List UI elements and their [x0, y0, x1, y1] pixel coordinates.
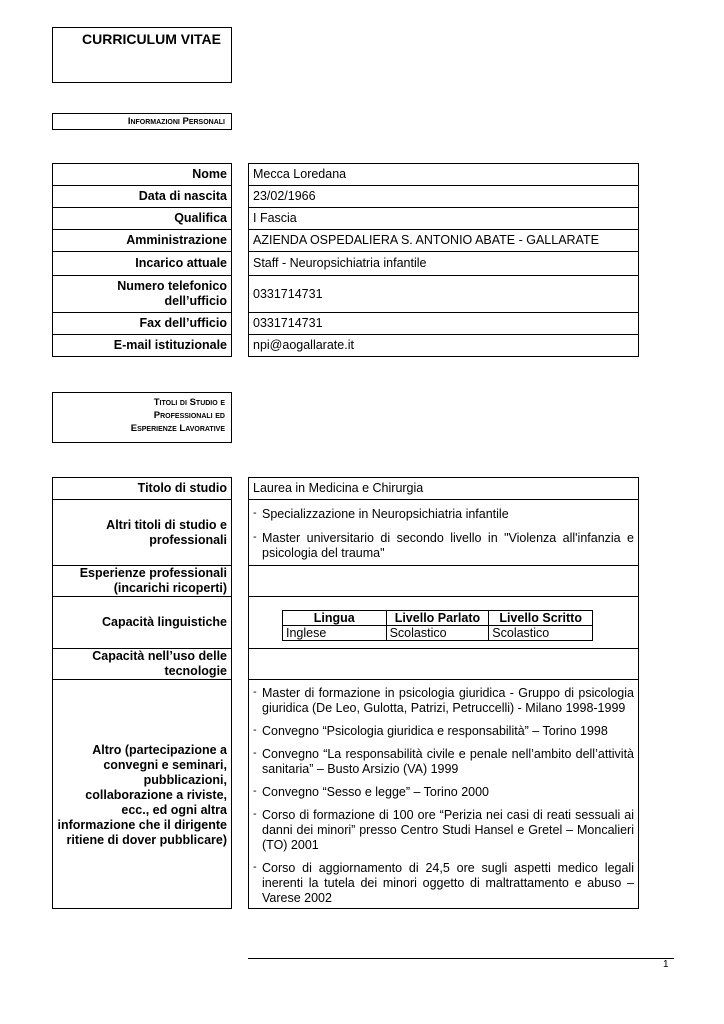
label-telefono: Numero telefonico dell’ufficio: [53, 276, 232, 313]
lang-header-scritto: Livello Scritto: [489, 611, 593, 626]
list-item: - Master di formazione in psicologia giuridica - Gruppo di psicologia giuridica (De Leo, Gulotta, Patrizi, Petruccelli) - Milano 1998-1999: [253, 686, 634, 715]
value-amministrazione: AZIENDA OSPEDALIERA S. ANTONIO ABATE - GALLARATE: [249, 230, 639, 252]
education-table: [52, 477, 639, 909]
value-esperienze: [249, 566, 639, 597]
lang-header-lingua: Lingua: [283, 611, 387, 626]
list-item: - Corso di formazione di 100 ore “Perizia nei casi di reati sessuali ai danni dei minori” presso Centro Studi Hansel e Gretel – Moncalieri (TO) 2001: [253, 808, 634, 852]
section-titoli-line2: Professionali ed: [153, 410, 225, 421]
label-titolo-studio: Titolo di studio: [53, 478, 232, 500]
label-altro: Altro (partecipazione a convegni e seminari, pubblicazioni, collaborazione a riviste, ecc., ed ogni altra informazione che il dirigente ritiene di dover pubblicare): [53, 680, 232, 909]
label-tecnologie: Capacità nell’uso delle tecnologie: [53, 649, 232, 680]
label-altri-titoli: Altri titoli di studio e professionali: [53, 500, 232, 566]
language-table: [282, 610, 593, 641]
list-item: - Corso di aggiornamento di 24,5 ore sugli aspetti medico legali inerenti la tutela dei minori oggetto di maltrattamento e abuso – Varese 2002: [253, 861, 634, 905]
section-header-titoli: [52, 392, 232, 443]
label-amministrazione: Amministrazione: [53, 230, 232, 252]
list-item: - Convegno “Psicologia giuridica e responsabilità” – Torino 1998: [253, 724, 608, 738]
lang-cell: Scolastico: [489, 626, 593, 641]
lang-header-parlato: Livello Parlato: [386, 611, 489, 626]
list-item: - Master universitario di secondo livello in "Violenza all'infanzia e psicologia del trauma": [253, 530, 634, 560]
value-fax: 0331714731: [249, 313, 639, 335]
label-capacita-linguistiche: Capacità linguistiche: [53, 597, 232, 649]
label-incarico: Incarico attuale: [53, 252, 232, 276]
value-email: npi@aogallarate.it: [249, 335, 639, 357]
section-titoli-line1: Titoli di Studio e: [153, 397, 225, 408]
section-header-personal: [52, 113, 232, 130]
label-data-nascita: Data di nascita: [53, 186, 232, 208]
lang-cell: Inglese: [283, 626, 387, 641]
section-personal-second: Personali: [182, 116, 225, 127]
section-personal-first: Informazioni: [127, 116, 180, 127]
list-item: - Specializzazione in Neuropsichiatria infantile: [253, 506, 509, 521]
section-titoli-line3: Esperienze Lavorative: [130, 423, 225, 434]
label-email: E-mail istituzionale: [53, 335, 232, 357]
label-qualifica: Qualifica: [53, 208, 232, 230]
lang-cell: Scolastico: [386, 626, 489, 641]
document-title: CURRICULUM VITAE: [52, 27, 232, 83]
value-incarico: Staff - Neuropsichiatria infantile: [249, 252, 639, 276]
label-esperienze: Esperienze professionali (incarichi ricoperti): [53, 566, 232, 597]
value-nome: Mecca Loredana: [249, 164, 639, 186]
page-number: 1: [663, 959, 669, 970]
table-row: [283, 626, 593, 641]
list-item: - Convegno “Sesso e legge” – Torino 2000: [253, 785, 490, 799]
list-item: - Convegno “La responsabilità civile e penale nell’ambito dell’attività sanitaria” – Busto Arsizio (VA) 1999: [253, 747, 634, 776]
value-telefono: 0331714731: [249, 276, 639, 313]
value-titolo-studio: Laurea in Medicina e Chirurgia: [249, 478, 639, 500]
label-fax: Fax dell’ufficio: [53, 313, 232, 335]
value-data-nascita: 23/02/1966: [249, 186, 639, 208]
label-nome: Nome: [53, 164, 232, 186]
footer-divider: [248, 958, 674, 959]
value-tecnologie: [249, 649, 639, 680]
personal-info-table: [52, 163, 639, 357]
value-qualifica: I Fascia: [249, 208, 639, 230]
